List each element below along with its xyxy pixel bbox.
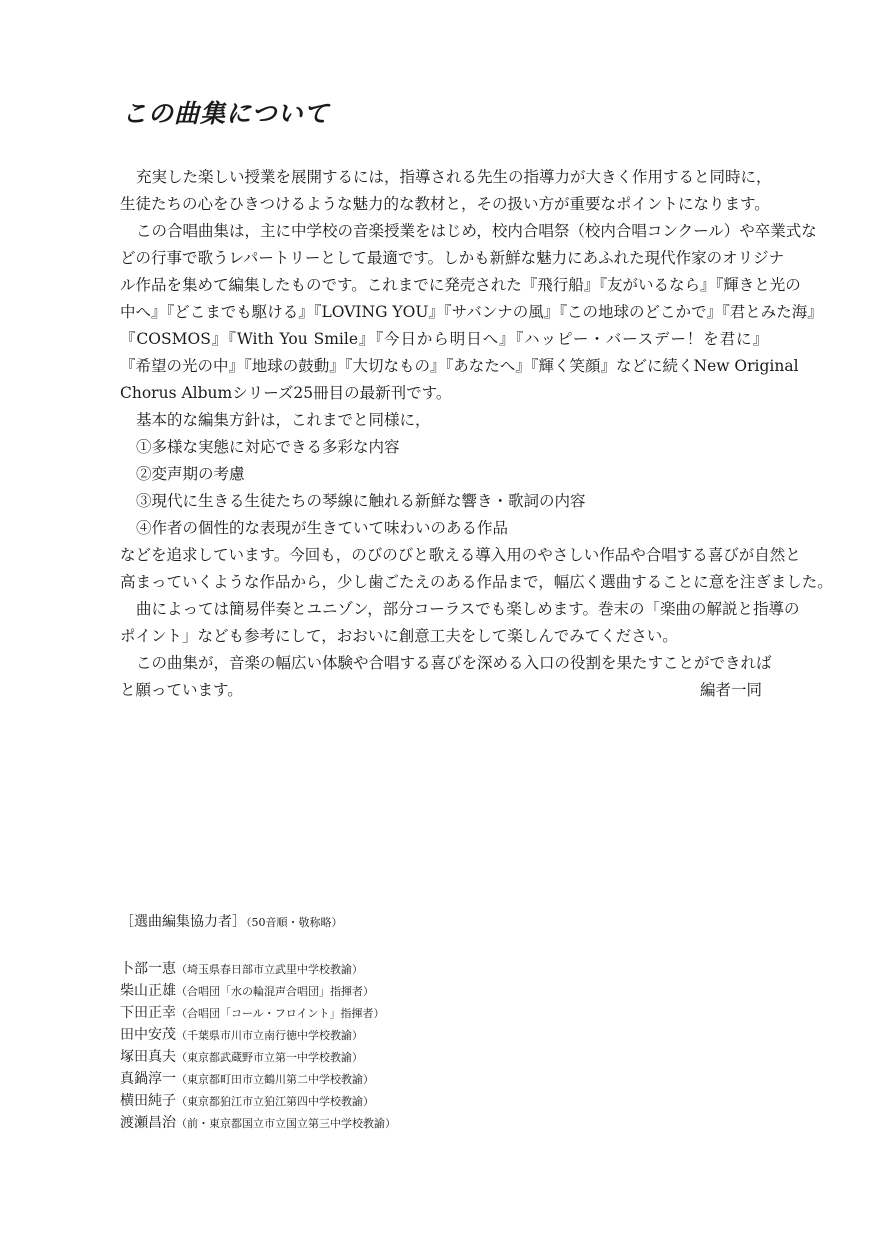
policy-item-1: ①多様な実態に対応できる多彩な内容 xyxy=(136,438,400,456)
body-line: この曲集が，音楽の幅広い体験や合唱する喜びを深める入口の役割を果たすことができれば xyxy=(136,654,772,672)
body-line: ル作品を集めて編集したものです。これまでに発売された『飛行船』『友がいるなら』『輝きと光の xyxy=(120,276,801,294)
contributor-name: 下田正幸 xyxy=(120,1005,176,1021)
contributor-name: 渡瀬昌治 xyxy=(120,1115,176,1131)
contributor xyxy=(120,1112,540,1134)
contributor xyxy=(120,980,540,1002)
contributor-name: 真鍋淳一 xyxy=(120,1071,176,1087)
body-line: 充実した楽しい授業を展開するには，指導される先生の指導力が大きく作用すると同時に， xyxy=(136,168,772,186)
body-line: 『COSMOS』『With You Smile』『今日から明日へ』『ハッピー・バースデー！を君に』 xyxy=(120,330,768,348)
body-line: どの行事で歌うレパートリーとして最適です。しかも新鮮な魅力にあふれた現代作家のオリジナ xyxy=(120,249,785,267)
contributor-affiliation: （千葉県市川市立南行徳中学校教諭） xyxy=(176,1029,363,1042)
contributor-affiliation: （東京都町田市立鶴川第二中学校教諭） xyxy=(176,1073,374,1086)
contributor-affiliation: （東京都狛江市立狛江第四中学校教諭） xyxy=(176,1095,374,1108)
contributor xyxy=(120,1046,540,1068)
contributor-affiliation: （前・東京都国立市立国立第三中学校教諭） xyxy=(176,1117,396,1130)
body-line: 生徒たちの心をひきつけるような魅力的な教材と，その扱い方が重要なポイントになります。 xyxy=(120,195,770,213)
contributor-affiliation: （合唱団「コール・フロイント」指揮者） xyxy=(176,1007,385,1020)
contributor-name: 塚田真夫 xyxy=(120,1049,176,1065)
body-line: 高まっていくような作品から，少し歯ごたえのある作品まで，幅広く選曲することに意を注ぎました。 xyxy=(120,573,833,591)
body-line: 基本的な編集方針は，これまでと同様に， xyxy=(136,411,431,429)
contributor-name: 柴山正雄 xyxy=(120,983,176,999)
contributor xyxy=(120,1002,540,1024)
contributor-name: 卜部一恵 xyxy=(120,961,176,977)
body-line: と願っています。 xyxy=(120,681,243,699)
contributor xyxy=(120,1068,540,1090)
contributor xyxy=(120,1090,540,1112)
contributors-heading xyxy=(120,910,540,934)
contributors-heading-note: （50音順・敬称略） xyxy=(246,916,343,929)
signature: 編者一同 xyxy=(699,681,762,699)
policy-item-2: ②変声期の考慮 xyxy=(136,465,245,483)
policy-item-4: ④作者の個性的な表現が生きていて味わいのある作品 xyxy=(136,519,509,537)
contributors-heading-label: ［選曲編集協力者］ xyxy=(120,914,246,930)
intro-text xyxy=(120,164,833,704)
body-line: 『希望の光の中』『地球の鼓動』『大切なもの』『あなたへ』『輝く笑顔』などに続くNew Original xyxy=(120,357,799,375)
body-line: この合唱曲集は，主に中学校の音楽授業をはじめ，校内合唱祭（校内合唱コンクール）や卒業式な xyxy=(136,222,817,240)
body-line: 曲によっては簡易伴奏とユニゾン，部分コーラスでも楽しめます。巻末の「楽曲の解説と指導の xyxy=(136,600,800,618)
contributors-list xyxy=(120,958,540,1134)
policy-item-3: ③現代に生きる生徒たちの琴線に触れる新鮮な響き・歌詞の内容 xyxy=(136,492,586,510)
contributor-name: 田中安茂 xyxy=(120,1027,176,1043)
body-line: などを追求しています。今回も，のびのびと歌える導入用のやさしい作品や合唱する喜びが自然と xyxy=(120,546,801,564)
page-title: この曲集について xyxy=(122,99,330,128)
contributor xyxy=(120,958,540,980)
contributors-section xyxy=(120,910,540,1134)
closing-line xyxy=(120,677,768,704)
body-line: ポイント」なども参考にして，おおいに創意工夫をして楽しんでみてください。 xyxy=(120,627,678,645)
body-line: Chorus Albumシリーズ25冊目の最新刊です。 xyxy=(120,384,452,402)
contributor-name: 横田純子 xyxy=(120,1093,176,1109)
contributor xyxy=(120,1024,540,1046)
contributor-affiliation: （東京都武蔵野市立第一中学校教諭） xyxy=(176,1051,363,1064)
contributor-affiliation: （埼玉県春日部市立武里中学校教諭） xyxy=(176,963,363,976)
contributor-affiliation: （合唱団「水の輪混声合唱団」指揮者） xyxy=(176,985,374,998)
body-line: 中へ』『どこまでも駆ける』『LOVING YOU』『サバンナの風』『この地球のどこかで』『君とみた海』 xyxy=(120,303,823,321)
